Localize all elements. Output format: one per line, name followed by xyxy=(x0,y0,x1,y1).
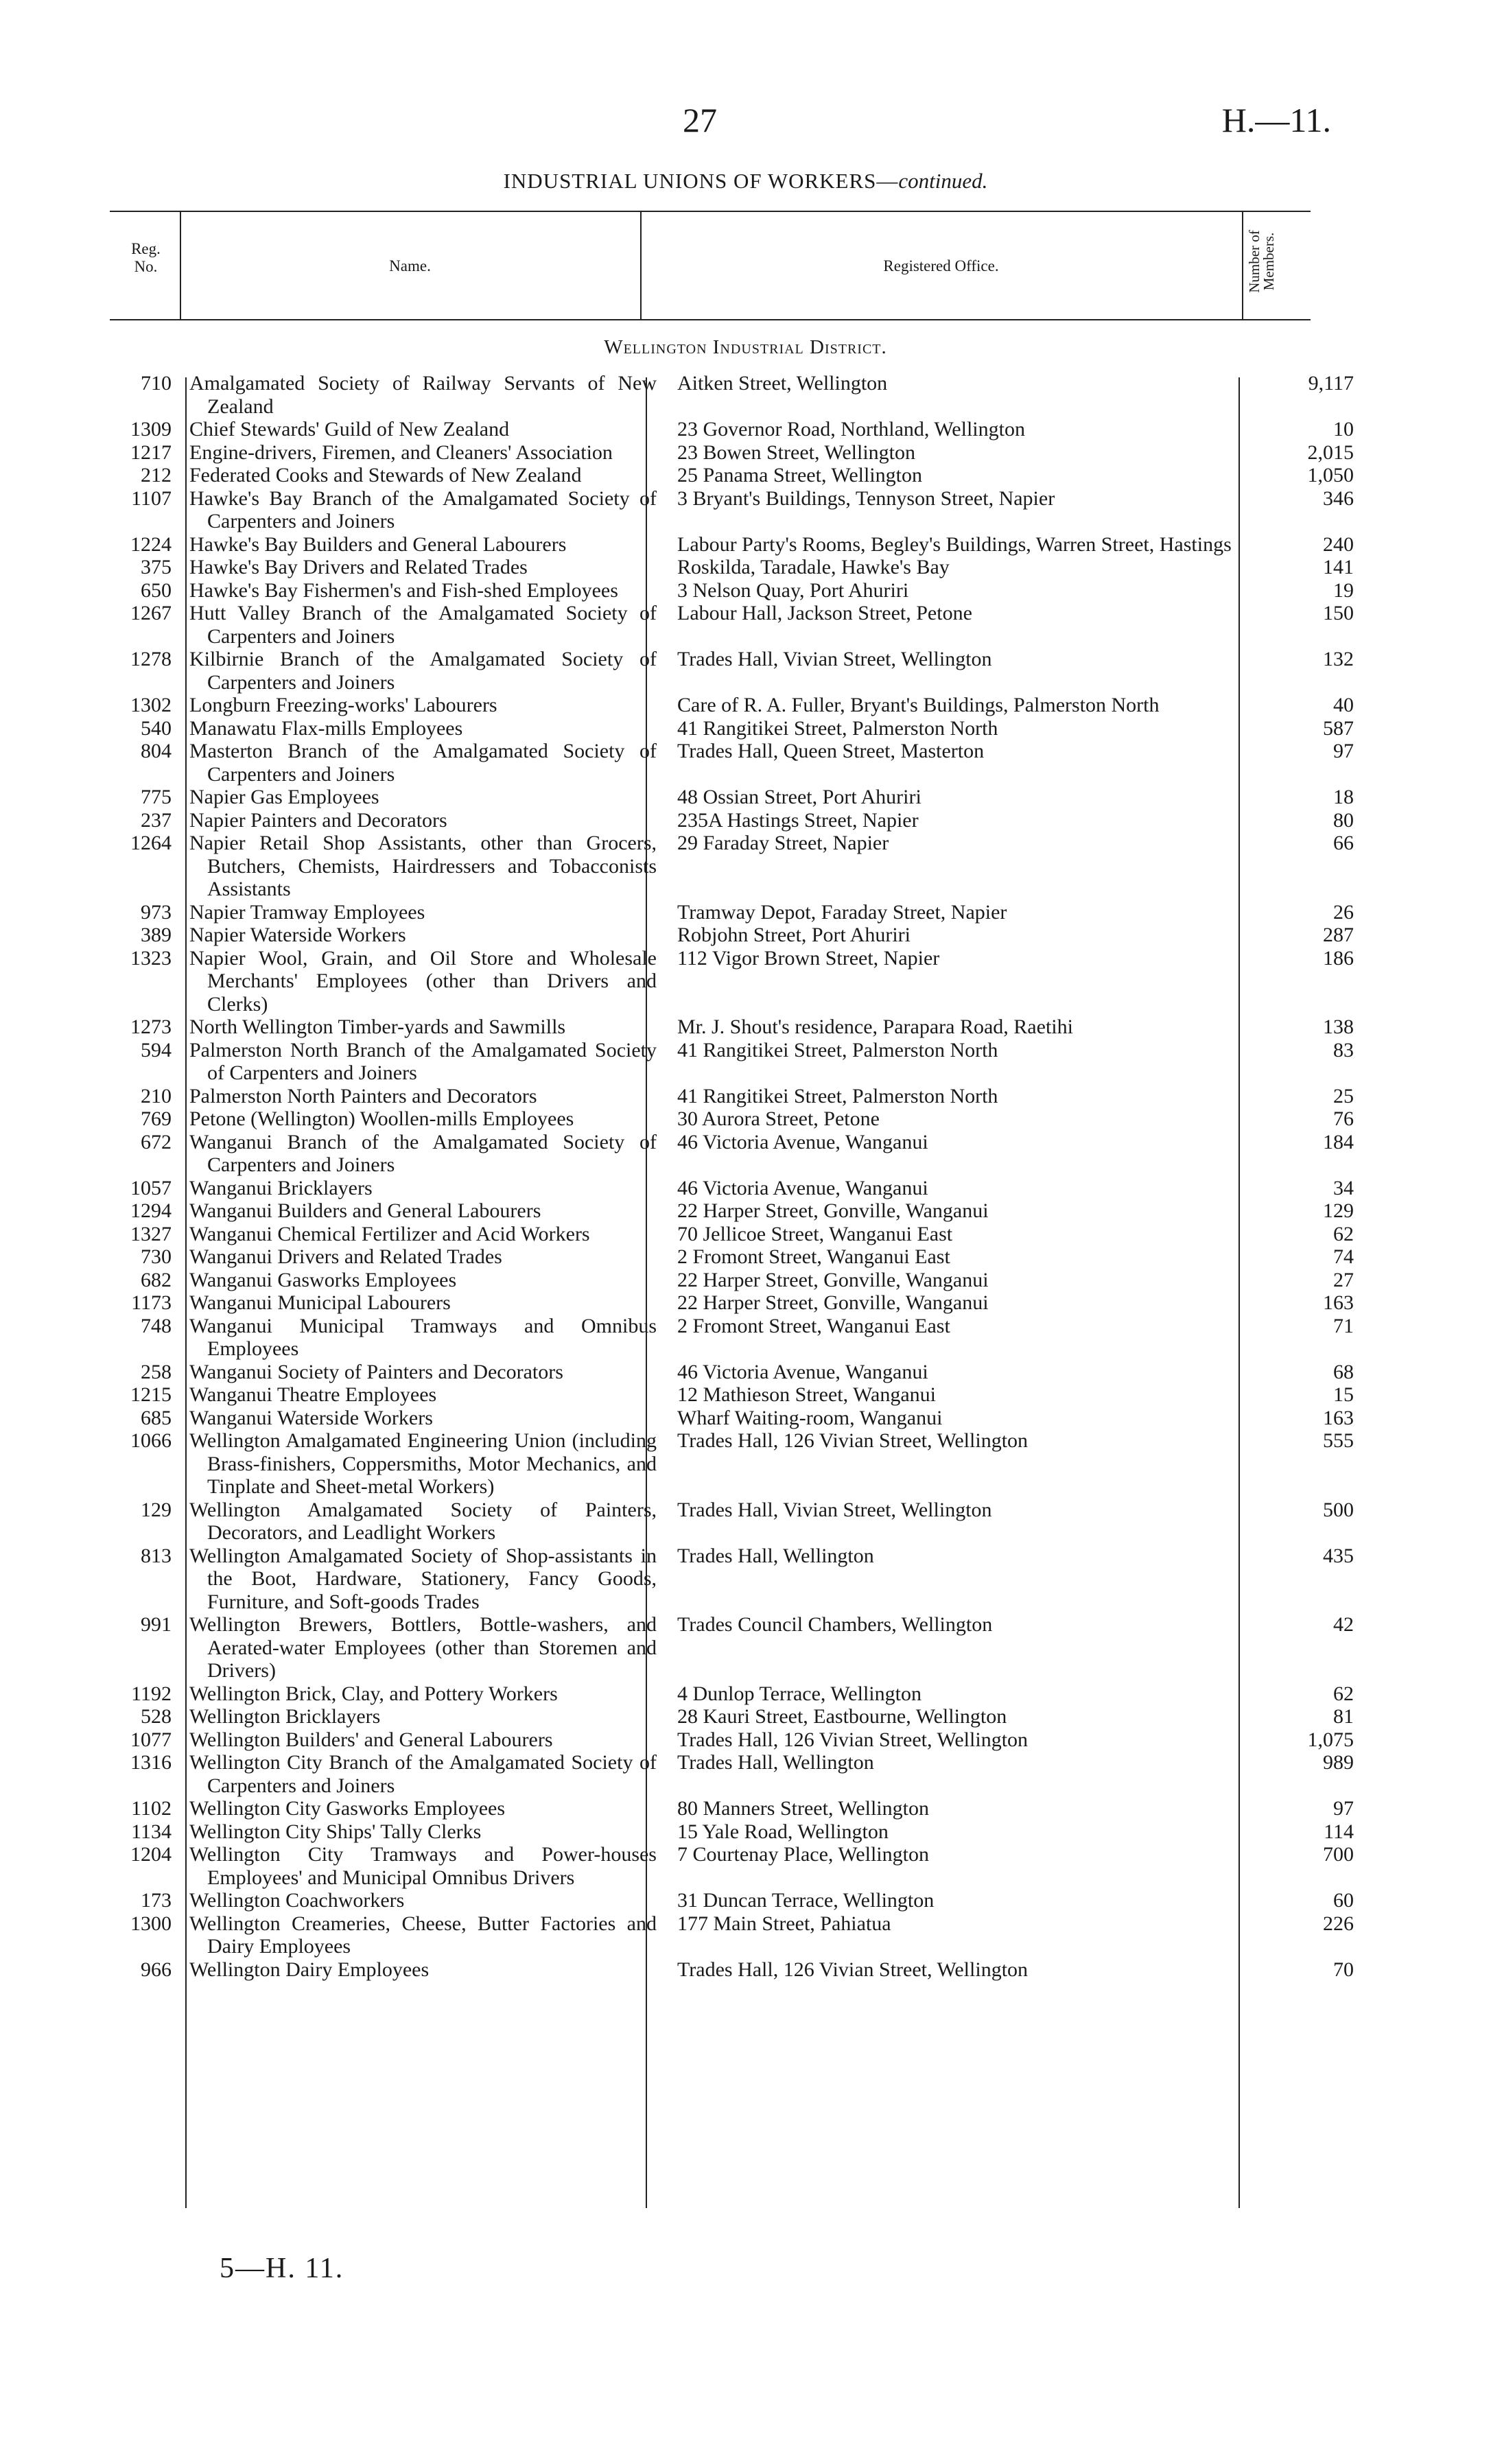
table-row xyxy=(103,1682,1354,1706)
page-number: 27 xyxy=(683,101,717,139)
reg-number: 1077 xyxy=(130,1728,172,1751)
registered-office: Wharf Waiting-room, Wanganui xyxy=(677,1406,943,1429)
member-count: 68 xyxy=(1333,1360,1354,1383)
table-row xyxy=(103,1705,1354,1728)
union-name: Petone (Wellington) Woollen-mills Employees xyxy=(189,1107,574,1130)
member-count: 287 xyxy=(1323,924,1354,946)
union-name: Longburn Freezing-works' Labourers xyxy=(189,694,497,716)
reg-number: 813 xyxy=(141,1544,172,1567)
registered-office: Robjohn Street, Port Ahuriri xyxy=(677,924,911,946)
registered-office: Tramway Depot, Faraday Street, Napier xyxy=(677,900,1007,924)
header-reg-label: Reg. xyxy=(131,240,161,257)
reg-number: 710 xyxy=(141,372,172,395)
table-row xyxy=(103,1797,1354,1820)
reg-number: 650 xyxy=(141,578,172,602)
member-count: 42 xyxy=(1333,1613,1354,1636)
table-row xyxy=(103,716,1354,740)
member-count: 25 xyxy=(1333,1084,1354,1107)
union-name: Wellington Brewers, Bottlers, Bottle-washers, and Aerated-water Employees (other than Storemen and Drivers) xyxy=(189,1613,657,1682)
header-no-label: No. xyxy=(134,258,158,275)
registered-office: 4 Dunlop Terrace, Wellington xyxy=(677,1682,921,1705)
registered-office: Labour Hall, Jackson Street, Petone xyxy=(677,602,972,624)
union-name: Wanganui Chemical Fertilizer and Acid Workers xyxy=(189,1222,590,1245)
registered-office: Trades Hall, Queen Street, Masterton xyxy=(677,740,985,762)
member-count: 141 xyxy=(1323,556,1354,578)
reg-number: 748 xyxy=(141,1314,172,1337)
member-count: 18 xyxy=(1333,786,1354,808)
registered-office: 46 Victoria Avenue, Wanganui xyxy=(677,1130,928,1153)
member-count: 186 xyxy=(1323,946,1354,970)
table-row xyxy=(103,648,1354,694)
member-count: 10 xyxy=(1333,418,1354,441)
reg-number: 1267 xyxy=(130,602,172,624)
reg-number: 212 xyxy=(141,464,172,486)
registered-office: 41 Rangitikei Street, Palmerston North xyxy=(677,1084,998,1107)
registered-office: 3 Nelson Quay, Port Ahuriri xyxy=(677,578,909,602)
reg-number: 1323 xyxy=(130,946,172,970)
registered-office: 112 Vigor Brown Street, Napier xyxy=(677,946,940,970)
reg-number: 1327 xyxy=(130,1222,172,1245)
registered-office: 3 Bryant's Buildings, Tennyson Street, Napier xyxy=(677,486,1055,510)
table-row xyxy=(103,441,1354,465)
table-row xyxy=(103,1820,1354,1844)
registered-office: 31 Duncan Terrace, Wellington xyxy=(677,1889,935,1912)
table-row xyxy=(103,1751,1354,1797)
reg-number: 1204 xyxy=(130,1843,172,1866)
table-row xyxy=(103,946,1354,1016)
union-name: Manawatu Flax-mills Employees xyxy=(189,716,463,740)
unions-table xyxy=(103,372,1354,1981)
union-name: Hawke's Bay Builders and General Labourers xyxy=(189,532,567,556)
page-subtitle xyxy=(0,169,1491,193)
table-row xyxy=(103,372,1354,418)
union-name: Wellington Bricklayers xyxy=(189,1705,381,1728)
union-name: Chief Stewards' Guild of New Zealand xyxy=(189,418,510,441)
member-count: 163 xyxy=(1323,1291,1354,1314)
table-row xyxy=(103,900,1354,924)
union-name: Hawke's Bay Fishermen's and Fish-shed Employees xyxy=(189,578,618,602)
reg-number: 966 xyxy=(141,1958,172,1981)
union-name: Wellington City Branch of the Amalgamated Society of Carpenters and Joiners xyxy=(189,1751,657,1797)
reg-number: 1134 xyxy=(131,1820,172,1843)
reg-number: 540 xyxy=(141,716,172,740)
member-count: 71 xyxy=(1333,1314,1354,1337)
reg-number: 1264 xyxy=(130,832,172,854)
table-row xyxy=(103,924,1354,947)
member-count: 74 xyxy=(1333,1245,1354,1268)
table-row xyxy=(103,1084,1354,1108)
member-count: 114 xyxy=(1324,1820,1354,1843)
member-count: 500 xyxy=(1323,1498,1354,1521)
table-row xyxy=(103,1038,1354,1085)
table-row xyxy=(103,1245,1354,1269)
header-members-label: Number of Members. xyxy=(1246,230,1277,293)
table-row xyxy=(103,1406,1354,1430)
registered-office: 177 Main Street, Pahiatua xyxy=(677,1912,891,1935)
reg-number: 672 xyxy=(141,1130,172,1153)
reg-number: 375 xyxy=(141,556,172,578)
reg-number: 1192 xyxy=(131,1682,172,1705)
member-count: 989 xyxy=(1323,1751,1354,1774)
registered-office: 70 Jellicoe Street, Wanganui East xyxy=(677,1222,953,1245)
reg-number: 685 xyxy=(141,1406,172,1429)
table-row xyxy=(103,556,1354,579)
table-row xyxy=(103,464,1354,487)
reg-number: 991 xyxy=(141,1613,172,1636)
district-heading: Wellington Industrial District. xyxy=(604,336,887,358)
registered-office: Trades Hall, Vivian Street, Wellington xyxy=(677,648,992,670)
member-count: 97 xyxy=(1333,1797,1354,1820)
table-row xyxy=(103,1613,1354,1682)
table-row xyxy=(103,1130,1354,1177)
union-name: Masterton Branch of the Amalgamated Society of Carpenters and Joiners xyxy=(189,740,657,786)
column-divider xyxy=(1242,211,1243,319)
union-name: Wellington City Ships' Tally Clerks xyxy=(189,1820,482,1843)
member-count: 60 xyxy=(1333,1889,1354,1912)
header-registered-office: Registered Office. xyxy=(883,257,999,274)
reg-number: 682 xyxy=(141,1268,172,1291)
member-count: 70 xyxy=(1333,1958,1354,1981)
union-name: Kilbirnie Branch of the Amalgamated Society of Carpenters and Joiners xyxy=(189,648,657,694)
registered-office: Labour Party's Rooms, Begley's Buildings, Warren Street, Hastings xyxy=(677,532,1232,556)
union-name: Wellington City Tramways and Power-houses Employees' and Municipal Omnibus Drivers xyxy=(189,1843,657,1889)
reg-number: 1066 xyxy=(130,1429,172,1452)
union-name: North Wellington Timber-yards and Sawmills xyxy=(189,1016,566,1038)
union-name: Hawke's Bay Drivers and Related Trades xyxy=(189,556,528,578)
registered-office: Trades Hall, Vivian Street, Wellington xyxy=(677,1498,992,1521)
member-count: 62 xyxy=(1333,1682,1354,1705)
union-name: Wanganui Municipal Tramways and Omnibus Employees xyxy=(189,1314,657,1360)
reg-number: 1302 xyxy=(130,694,172,716)
member-count: 26 xyxy=(1333,900,1354,924)
union-name: Amalgamated Society of Railway Servants of New Zealand xyxy=(189,372,657,418)
table-row xyxy=(103,1958,1354,1982)
union-name: Wanganui Gasworks Employees xyxy=(189,1268,457,1291)
table-row xyxy=(103,832,1354,901)
registered-office: 28 Kauri Street, Eastbourne, Wellington xyxy=(677,1705,1007,1728)
registered-office: 41 Rangitikei Street, Palmerston North xyxy=(677,1038,998,1061)
union-name: Napier Painters and Decorators xyxy=(189,808,447,832)
reg-number: 528 xyxy=(141,1705,172,1728)
member-count: 2,015 xyxy=(1307,441,1354,464)
reg-number: 258 xyxy=(141,1360,172,1383)
header-name: Name. xyxy=(389,257,431,274)
reg-number: 1309 xyxy=(130,418,172,441)
member-count: 62 xyxy=(1333,1222,1354,1245)
table-row xyxy=(103,694,1354,717)
reg-number: 1294 xyxy=(130,1199,172,1222)
member-count: 40 xyxy=(1333,694,1354,716)
table-row xyxy=(103,1498,1354,1545)
reg-number: 594 xyxy=(141,1038,172,1061)
registered-office: Trades Hall, Wellington xyxy=(677,1544,874,1567)
reg-number: 1102 xyxy=(131,1797,172,1820)
registered-office: Trades Hall, Wellington xyxy=(677,1751,874,1774)
union-name: Napier Tramway Employees xyxy=(189,900,425,924)
union-name: Wellington Amalgamated Society of Shop-assistants in the Boot, Hardware, Stationery, Fancy Goods, Furniture, and Soft-goods Trades xyxy=(189,1544,657,1613)
union-name: Wellington Brick, Clay, and Pottery Workers xyxy=(189,1682,558,1705)
table-row xyxy=(103,1291,1354,1315)
registered-office: 12 Mathieson Street, Wanganui xyxy=(677,1383,936,1406)
registered-office: 7 Courtenay Place, Wellington xyxy=(677,1843,929,1866)
reg-number: 389 xyxy=(141,924,172,946)
union-name: Wellington Amalgamated Society of Painters, Decorators, and Leadlight Workers xyxy=(189,1498,657,1544)
table-row xyxy=(103,1383,1354,1407)
registered-office: 2 Fromont Street, Wanganui East xyxy=(677,1245,950,1268)
member-count: 1,050 xyxy=(1307,464,1354,486)
union-name: Wanganui Builders and General Labourers xyxy=(189,1199,541,1222)
member-count: 129 xyxy=(1323,1199,1354,1222)
member-count: 346 xyxy=(1323,486,1354,510)
table-top-rule xyxy=(110,211,1311,212)
reg-number: 237 xyxy=(141,808,172,832)
member-count: 83 xyxy=(1333,1038,1354,1061)
registered-office: 235A Hastings Street, Napier xyxy=(677,808,919,832)
union-name: Wanganui Society of Painters and Decorators xyxy=(189,1360,563,1383)
member-count: 19 xyxy=(1333,578,1354,602)
table-row xyxy=(103,532,1354,556)
reg-number: 973 xyxy=(141,900,172,924)
registered-office: Trades Hall, 126 Vivian Street, Wellington xyxy=(677,1429,1029,1452)
reg-number: 1278 xyxy=(130,648,172,670)
table-row xyxy=(103,808,1354,832)
member-count: 150 xyxy=(1323,602,1354,624)
subtitle-continued: continued. xyxy=(898,169,988,193)
member-count: 27 xyxy=(1333,1268,1354,1291)
member-count: 138 xyxy=(1323,1016,1354,1038)
reg-number: 129 xyxy=(141,1498,172,1521)
table-row xyxy=(103,1107,1354,1131)
registered-office: Roskilda, Taradale, Hawke's Bay xyxy=(677,556,950,578)
registered-office: 23 Governor Road, Northland, Wellington xyxy=(677,418,1025,441)
registered-office: 30 Aurora Street, Petone xyxy=(677,1107,880,1130)
union-name: Palmerston North Branch of the Amalgamated Society of Carpenters and Joiners xyxy=(189,1038,657,1084)
member-count: 80 xyxy=(1333,808,1354,832)
reg-number: 775 xyxy=(141,786,172,808)
table-row xyxy=(103,740,1354,786)
union-name: Wellington Builders' and General Labourers xyxy=(189,1728,553,1751)
reg-number: 1300 xyxy=(130,1912,172,1935)
reg-number: 1173 xyxy=(131,1291,172,1314)
member-count: 1,075 xyxy=(1307,1728,1354,1751)
table-row xyxy=(103,1268,1354,1292)
header-bottom-rule xyxy=(110,319,1311,320)
member-count: 226 xyxy=(1323,1912,1354,1935)
subtitle-main: INDUSTRIAL UNIONS OF WORKERS— xyxy=(503,169,899,193)
member-count: 76 xyxy=(1333,1107,1354,1130)
reg-number: 1217 xyxy=(130,441,172,464)
table-row xyxy=(103,486,1354,533)
registered-office: 48 Ossian Street, Port Ahuriri xyxy=(677,786,921,808)
union-name: Palmerston North Painters and Decorators xyxy=(189,1084,537,1107)
registered-office: 2 Fromont Street, Wanganui East xyxy=(677,1314,950,1337)
union-name: Wellington Coachworkers xyxy=(189,1889,405,1912)
table-row xyxy=(103,1222,1354,1246)
header-number-of-members xyxy=(1247,219,1275,312)
union-name: Hawke's Bay Branch of the Amalgamated Society of Carpenters and Joiners xyxy=(189,486,657,532)
member-count: 240 xyxy=(1323,532,1354,556)
union-name: Wanganui Drivers and Related Trades xyxy=(189,1245,502,1268)
table-row xyxy=(103,786,1354,809)
reg-number: 1224 xyxy=(130,532,172,556)
table-row xyxy=(103,1176,1354,1200)
table-row xyxy=(103,1360,1354,1384)
member-count: 81 xyxy=(1333,1705,1354,1728)
registered-office: Trades Hall, 126 Vivian Street, Wellington xyxy=(677,1958,1029,1981)
table-row xyxy=(103,602,1354,648)
reg-number: 1316 xyxy=(130,1751,172,1774)
registered-office: Trades Hall, 126 Vivian Street, Wellington xyxy=(677,1728,1029,1751)
registered-office: 22 Harper Street, Gonville, Wanganui xyxy=(677,1268,989,1291)
registered-office: 25 Panama Street, Wellington xyxy=(677,464,922,486)
member-count: 15 xyxy=(1333,1383,1354,1406)
union-name: Federated Cooks and Stewards of New Zealand xyxy=(189,464,582,486)
registered-office: Mr. J. Shout's residence, Parapara Road, Raetihi xyxy=(677,1016,1073,1038)
union-name: Engine-drivers, Firemen, and Cleaners' Association xyxy=(189,441,613,464)
registered-office: 22 Harper Street, Gonville, Wanganui xyxy=(677,1291,989,1314)
table-row xyxy=(103,1889,1354,1912)
registered-office: 23 Bowen Street, Wellington xyxy=(677,441,915,464)
union-name: Wanganui Branch of the Amalgamated Society of Carpenters and Joiners xyxy=(189,1130,657,1176)
member-count: 587 xyxy=(1323,716,1354,740)
union-name: Wellington Dairy Employees xyxy=(189,1958,430,1981)
reg-number: 804 xyxy=(141,740,172,762)
member-count: 163 xyxy=(1323,1406,1354,1429)
table-row xyxy=(103,1429,1354,1499)
member-count: 700 xyxy=(1323,1843,1354,1866)
reg-number: 210 xyxy=(141,1084,172,1107)
reg-number: 1057 xyxy=(130,1176,172,1199)
union-name: Wellington Amalgamated Engineering Union (including Brass-finishers, Coppersmiths, Motor Mechanics, and Tinplate and Sheet-metal Workers) xyxy=(189,1429,657,1498)
registered-office: 29 Faraday Street, Napier xyxy=(677,832,889,854)
union-name: Wellington Creameries, Cheese, Butter Factories and Dairy Employees xyxy=(189,1912,657,1958)
union-name: Napier Waterside Workers xyxy=(189,924,406,946)
table-row xyxy=(103,1314,1354,1361)
member-count: 435 xyxy=(1323,1544,1354,1567)
registered-office: 22 Harper Street, Gonville, Wanganui xyxy=(677,1199,989,1222)
reg-number: 173 xyxy=(141,1889,172,1912)
registered-office: 41 Rangitikei Street, Palmerston North xyxy=(677,716,998,740)
reg-number: 1107 xyxy=(131,486,172,510)
member-count: 132 xyxy=(1323,648,1354,670)
member-count: 555 xyxy=(1323,1429,1354,1452)
registered-office: Aitken Street, Wellington xyxy=(677,372,888,395)
table-row xyxy=(103,1843,1354,1889)
union-name: Napier Retail Shop Assistants, other than Grocers, Butchers, Chemists, Hairdressers and Tobacconists Assistants xyxy=(189,832,657,900)
table-row xyxy=(103,1016,1354,1039)
union-name: Wanganui Bricklayers xyxy=(189,1176,373,1199)
header-reg-no xyxy=(113,240,178,276)
table-row xyxy=(103,1544,1354,1614)
table-row xyxy=(103,578,1354,602)
registered-office: 46 Victoria Avenue, Wanganui xyxy=(677,1176,928,1199)
page-footer: 5—H. 11. xyxy=(220,2253,344,2284)
union-name: Napier Wool, Grain, and Oil Store and Wholesale Merchants' Employees (other than Drivers and Clerks) xyxy=(189,946,657,1016)
table-row xyxy=(103,1199,1354,1223)
union-name: Hutt Valley Branch of the Amalgamated Society of Carpenters and Joiners xyxy=(189,602,657,648)
union-name: Wanganui Municipal Labourers xyxy=(189,1291,451,1314)
registered-office: Trades Council Chambers, Wellington xyxy=(677,1613,993,1636)
union-name: Wanganui Theatre Employees xyxy=(189,1383,437,1406)
union-name: Napier Gas Employees xyxy=(189,786,379,808)
registered-office: Care of R. A. Fuller, Bryant's Buildings, Palmerston North xyxy=(677,694,1160,716)
registered-office: 80 Manners Street, Wellington xyxy=(677,1797,929,1820)
reg-number: 1215 xyxy=(130,1383,172,1406)
member-count: 9,117 xyxy=(1308,372,1354,395)
union-name: Wellington City Gasworks Employees xyxy=(189,1797,506,1820)
union-name: Wanganui Waterside Workers xyxy=(189,1406,433,1429)
document-reference: H.—11. xyxy=(1221,101,1331,139)
member-count: 184 xyxy=(1323,1130,1354,1153)
reg-number: 769 xyxy=(141,1107,172,1130)
member-count: 34 xyxy=(1333,1176,1354,1199)
member-count: 97 xyxy=(1333,740,1354,762)
table-row xyxy=(103,1912,1354,1958)
reg-number: 730 xyxy=(141,1245,172,1268)
registered-office: 15 Yale Road, Wellington xyxy=(677,1820,889,1843)
table-row xyxy=(103,418,1354,441)
member-count: 66 xyxy=(1333,832,1354,854)
table-row xyxy=(103,1728,1354,1752)
reg-number: 1273 xyxy=(130,1016,172,1038)
registered-office: 46 Victoria Avenue, Wanganui xyxy=(677,1360,928,1383)
